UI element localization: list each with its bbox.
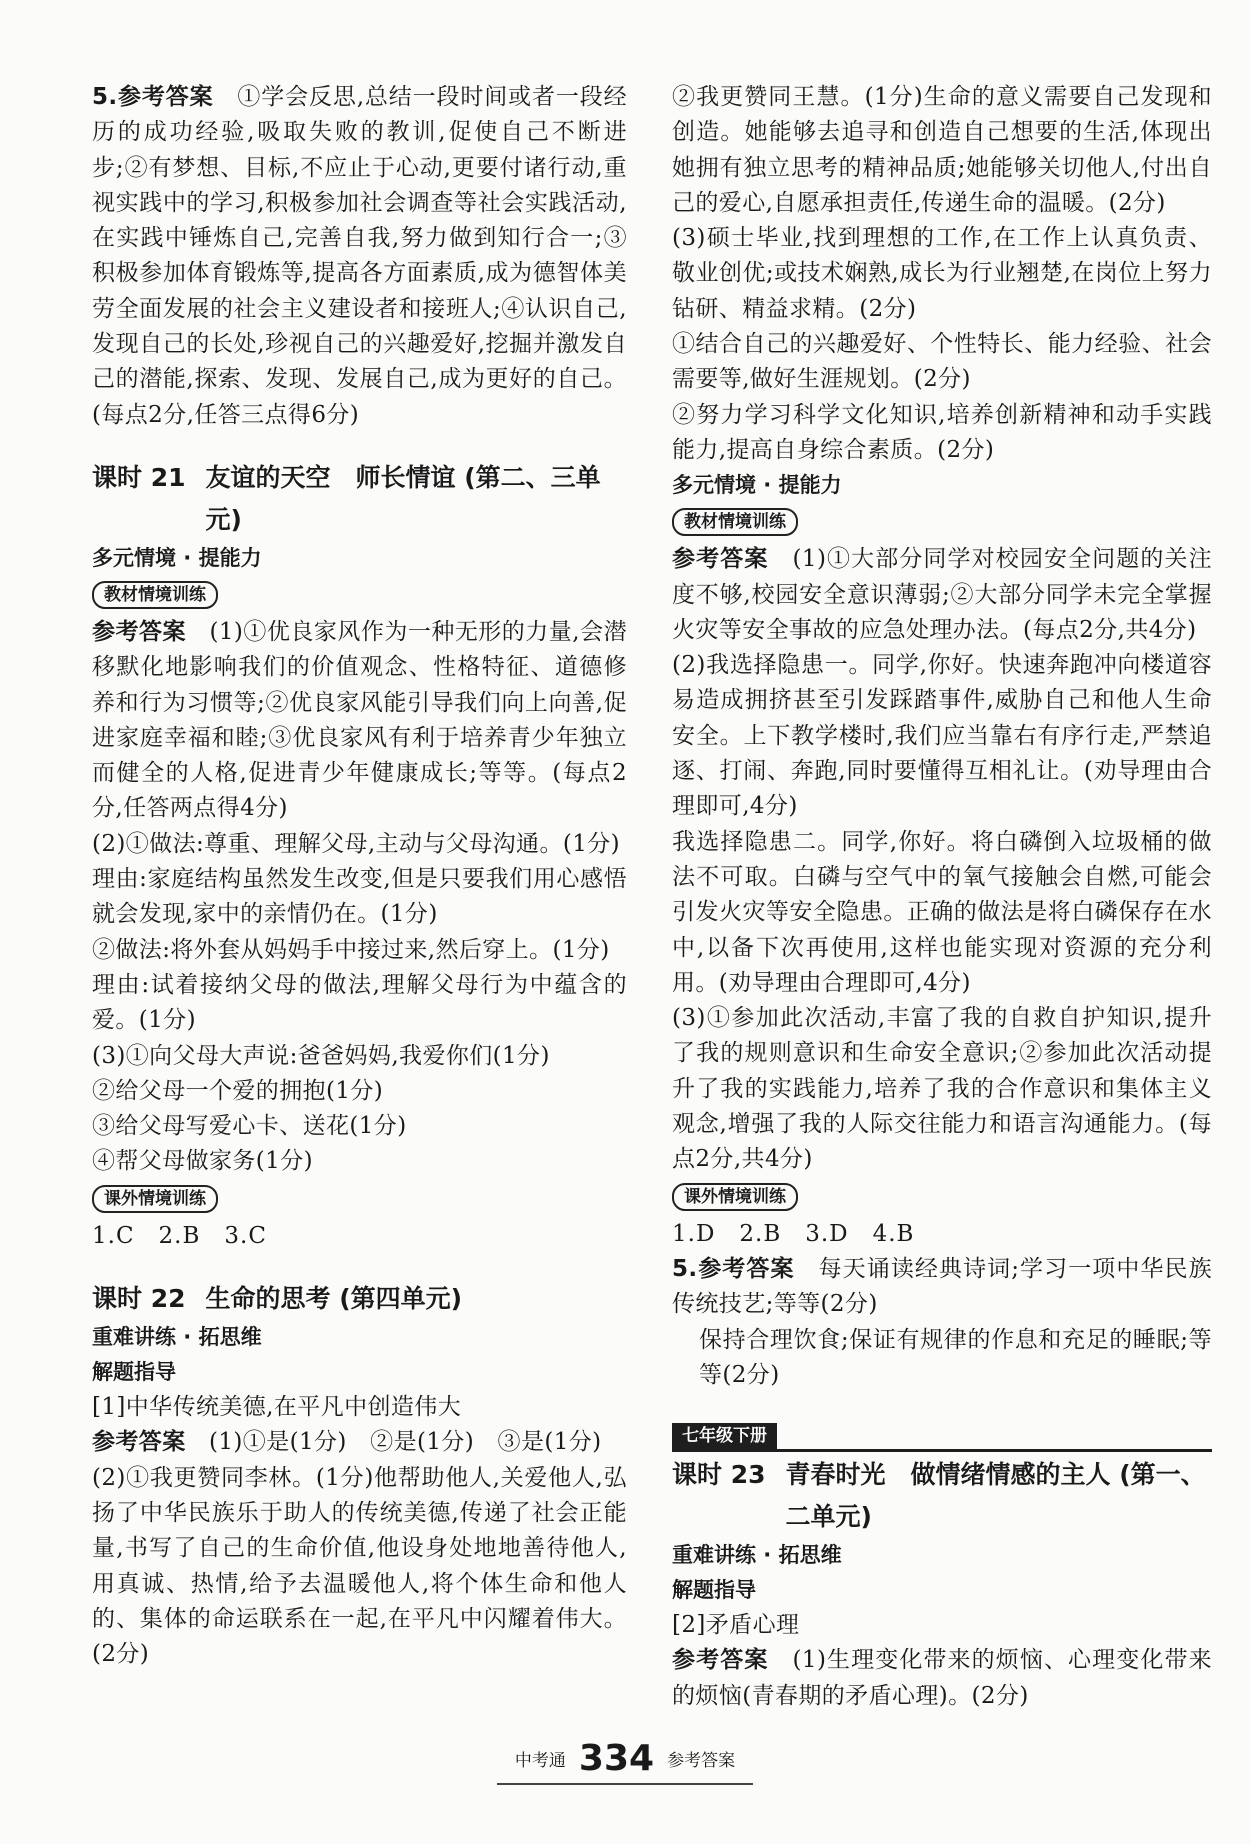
answer-paragraph: ②努力学习科学文化知识,培养创新精神和动手实践能力,提高自身综合素质。(2分) <box>672 401 1212 463</box>
answer-paragraph: 保持合理饮食;保证有规律的作息和充足的睡眠;等等(2分) <box>699 1326 1212 1388</box>
answer-paragraph: 参考答案 (1)①大部分同学对校园安全问题的关注度不够,校园安全意识薄弱;②大部分同学未完全掌握火灾等安全事故的应急处理办法。(每点2分,共4分) <box>672 546 1212 643</box>
q5-label: 5.参考答案 <box>92 84 214 110</box>
answer-paragraph: (3)①参加此次活动,丰富了我的自救自护知识,提升了我的规则意识和生命安全意识;②参加此次活动提升了我的实践能力,培养了我的合作意识和集体主义观念,增强了我的人际交往能力和语言沟通能力。(每点2分,共4分) <box>672 1005 1212 1173</box>
page-footer <box>0 1738 1250 1785</box>
footer-section-name: 参考答案 <box>667 1751 736 1771</box>
answer-paragraph: ④帮父母做家务(1分) <box>92 1148 313 1175</box>
answer-paragraph: (2)①做法:尊重、理解父母,主动与父母沟通。(1分) <box>92 830 621 857</box>
answer-paragraph: ③给父母写爱心卡、送花(1分) <box>92 1113 407 1140</box>
section-heading: 多元情境 · 提能力 <box>92 545 262 570</box>
answer-paragraph: (2)①我更赞同李林。(1分)他帮助他人,关爱他人,弘扬了中华民族乐于助人的传统美德,传递了社会正能量,书写了自己的生命价值,他设身处地地善待他人,用真诚、热情,给予去温暖他人,将个体生命和他人的、集体的命运联系在一起,在平凡中闪耀着伟大。(2分) <box>92 1464 627 1668</box>
section-heading: 多元情境 · 提能力 <box>672 473 842 498</box>
lesson-23-title: 课时 23 青春时光 做情绪情感的主人 (第一、二单元) <box>672 1460 1206 1532</box>
lesson-22-title: 课时 22 生命的思考 (第四单元) <box>92 1284 463 1314</box>
answer-paragraph: 参考答案 (1)①优良家风作为一种无形的力量,会潜移默化地影响我们的价值观念、性格特征、道德修养和行为习惯等;②优良家风能引导我们向上向善,促进家庭幸福和睦;③优良家风有利于培养青少年独立而健全的人格,促进青少年健康成长;等等。(每点2分,任答两点得4分) <box>92 618 627 822</box>
section-tag: 教材情境训练 <box>672 508 798 536</box>
answer-paragraph: 理由:家庭结构虽然发生改变,但是只要我们用心感悟就会发现,家中的亲情仍在。(1分) <box>92 866 627 928</box>
answer-paragraph: ①结合自己的兴趣爱好、个性特长、能力经验、社会需要等,做好生涯规划。(2分) <box>672 331 1212 393</box>
guide-text: [1]中华传统美德,在平凡中创造伟大 <box>92 1394 462 1421</box>
answer-paragraph: ②给父母一个爱的拥抱(1分) <box>92 1077 384 1104</box>
lesson-21-title: 课时 21 友谊的天空 师长情谊 (第二、三单元) <box>92 462 601 534</box>
right-column <box>672 80 1212 1714</box>
q5-answer: 5.参考答案 ①学会反思,总结一段时间或者一段经历的成功经验,吸取失败的教训,促使自己不断进步;②有梦想、目标,不应止于心动,更要付诸行动,重视实践中的学习,积极参加社会调查等社会实践活动,在实践中锤炼自己,完善自我,努力做到知行合一;③积极参加体育锻炼等,提高各方面素质,成为德智体美劳全面发展的社会主义建设者和接班人;④认识自己,发现自己的长处,珍视自己的兴趣爱好,挖掘并激发自己的潜能,探索、发现、发展自己,成为更好的自己。(每点2分,任答三点得6分) <box>92 84 627 428</box>
q5-answer: 5.参考答案 每天诵读经典诗词;学习一项中华民族传统技艺;等等(2分) <box>672 1255 1212 1318</box>
multiple-choice-answers: 1.C 2.B 3.C <box>92 1222 267 1249</box>
answer-paragraph: (3)①向父母大声说:爸爸妈妈,我爱你们(1分) <box>92 1042 550 1069</box>
section-heading: 重难讲练 · 拓思维 <box>92 1325 262 1350</box>
answer-paragraph: (3)硕士毕业,找到理想的工作,在工作上认真负责、敬业创优;或技术娴熟,成长为行业翘楚,在岗位上努力钻研、精益求精。(2分) <box>672 225 1212 322</box>
footer-book-name: 中考通 <box>514 1751 566 1771</box>
answer-paragraph: 理由:试着接纳父母的做法,理解父母行为中蕴含的爱。(1分) <box>92 971 627 1034</box>
guide-text: [2]矛盾心理 <box>672 1612 800 1639</box>
divider <box>672 1449 1212 1452</box>
guide-heading: 解题指导 <box>672 1578 756 1603</box>
answer-paragraph: (2)我选择隐患一。同学,你好。快速奔跑冲向楼道容易造成拥挤甚至引发踩踏事件,威胁自己和他人生命安全。上下教学楼时,我们应当靠右有序行走,严禁追逐、打闹、奔跑,同时要懂得互相礼让。(劝导理由合理即可,4分) <box>672 652 1212 820</box>
grade-badge: 七年级下册 <box>672 1423 777 1449</box>
answer-paragraph: 参考答案 (1)生理变化带来的烦恼、心理变化带来的烦恼(青春期的矛盾心理)。(2分) <box>672 1647 1212 1709</box>
section-tag: 课外情境训练 <box>92 1185 218 1213</box>
section-tag: 教材情境训练 <box>92 581 218 609</box>
answer-paragraph: 参考答案 (1)①是(1分) ②是(1分) ③是(1分) <box>92 1429 602 1456</box>
multiple-choice-answers: 1.D 2.B 3.D 4.B <box>672 1220 915 1247</box>
page-number: 334 <box>578 1738 655 1779</box>
left-column <box>92 80 627 1672</box>
answer-paragraph: ②我更赞同王慧。(1分)生命的意义需要自己发现和创造。她能够去追寻和创造自己想要的生活,体现出她拥有独立思考的精神品质;她能够关切他人,付出自己的爱心,自愿承担责任,传递生命的温暖。(2分) <box>672 84 1212 216</box>
answer-paragraph: ②做法:将外套从妈妈手中接过来,然后穿上。(1分) <box>92 936 610 963</box>
section-tag: 课外情境训练 <box>672 1183 798 1211</box>
answer-paragraph: 我选择隐患二。同学,你好。将白磷倒入垃圾桶的做法不可取。白磷与空气中的氧气接触会自燃,可能会引发火灾等安全隐患。正确的做法是将白磷保存在水中,以备下次再使用,这样也能实现对资源的充分利用。(劝导理由合理即可,4分) <box>672 828 1212 996</box>
guide-heading: 解题指导 <box>92 1360 176 1385</box>
section-heading: 重难讲练 · 拓思维 <box>672 1543 842 1568</box>
